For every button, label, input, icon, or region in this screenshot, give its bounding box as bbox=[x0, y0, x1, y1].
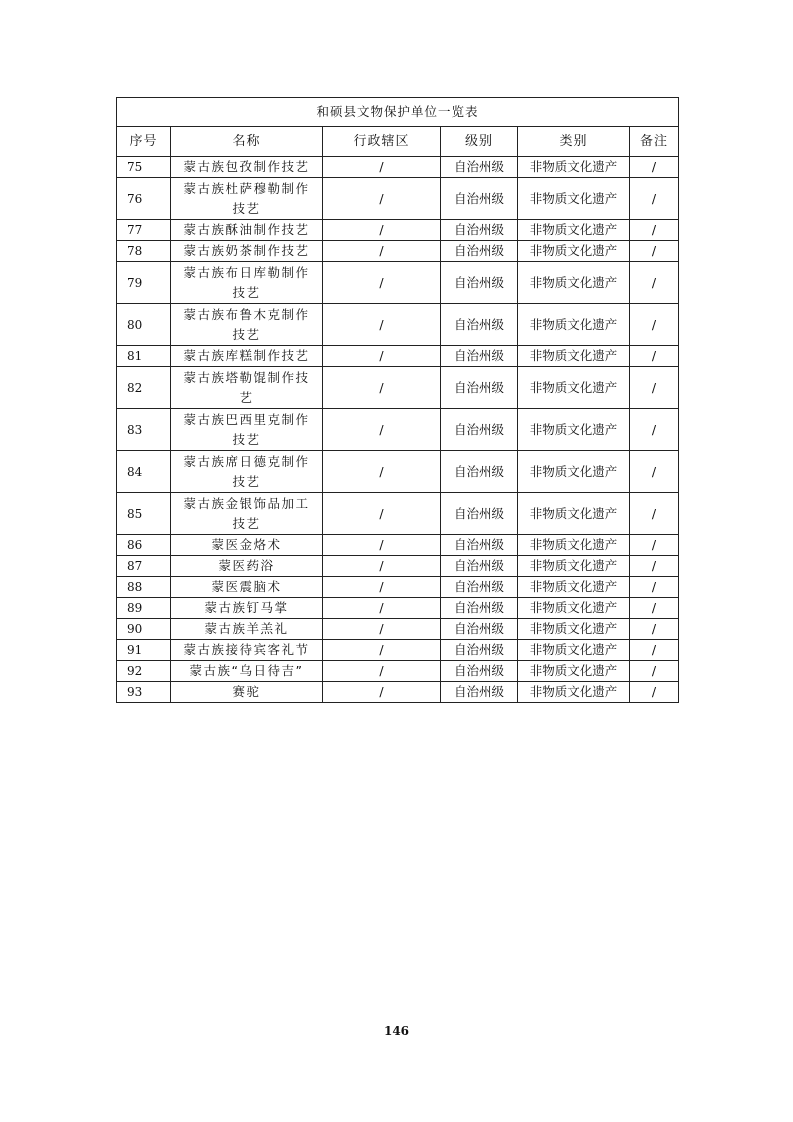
cell-level: 自治州级 bbox=[441, 493, 518, 535]
cell-remark: / bbox=[630, 535, 679, 556]
cell-level: 自治州级 bbox=[441, 409, 518, 451]
cell-admin: / bbox=[323, 535, 441, 556]
cell-level: 自治州级 bbox=[441, 304, 518, 346]
cell-remark: / bbox=[630, 451, 679, 493]
cell-name: 蒙古族杜萨穆勒制作技艺 bbox=[171, 178, 323, 220]
cell-num: 75 bbox=[117, 157, 171, 178]
header-category: 类别 bbox=[518, 127, 630, 157]
cell-level: 自治州级 bbox=[441, 262, 518, 304]
table-row bbox=[117, 262, 679, 304]
table-row bbox=[117, 409, 679, 451]
cell-name: 蒙古族酥油制作技艺 bbox=[171, 220, 323, 241]
table-row bbox=[117, 367, 679, 409]
cell-admin: / bbox=[323, 346, 441, 367]
cell-remark: / bbox=[630, 577, 679, 598]
cell-name: 蒙古族接待宾客礼节 bbox=[171, 640, 323, 661]
page-number: 146 bbox=[383, 1024, 410, 1038]
cell-admin: / bbox=[323, 241, 441, 262]
cell-admin: / bbox=[323, 178, 441, 220]
cell-category: 非物质文化遗产 bbox=[518, 304, 630, 346]
cell-category: 非物质文化遗产 bbox=[518, 577, 630, 598]
cell-num: 89 bbox=[117, 598, 171, 619]
cell-num: 81 bbox=[117, 346, 171, 367]
cell-category: 非物质文化遗产 bbox=[518, 661, 630, 682]
table-row bbox=[117, 619, 679, 640]
cell-category: 非物质文化遗产 bbox=[518, 241, 630, 262]
table-row bbox=[117, 178, 679, 220]
cell-remark: / bbox=[630, 682, 679, 703]
cell-admin: / bbox=[323, 304, 441, 346]
cell-remark: / bbox=[630, 661, 679, 682]
table-row bbox=[117, 157, 679, 178]
cell-admin: / bbox=[323, 367, 441, 409]
cell-num: 85 bbox=[117, 493, 171, 535]
cell-name: 蒙古族钉马掌 bbox=[171, 598, 323, 619]
cell-num: 78 bbox=[117, 241, 171, 262]
cell-name: 蒙古族布鲁木克制作技艺 bbox=[171, 304, 323, 346]
cell-num: 76 bbox=[117, 178, 171, 220]
cell-num: 82 bbox=[117, 367, 171, 409]
cell-admin: / bbox=[323, 640, 441, 661]
cell-num: 86 bbox=[117, 535, 171, 556]
cell-name: 蒙古族羊羔礼 bbox=[171, 619, 323, 640]
cell-level: 自治州级 bbox=[441, 661, 518, 682]
table-row bbox=[117, 535, 679, 556]
cell-admin: / bbox=[323, 157, 441, 178]
cell-level: 自治州级 bbox=[441, 220, 518, 241]
cell-name: 蒙古族库糕制作技艺 bbox=[171, 346, 323, 367]
cell-admin: / bbox=[323, 577, 441, 598]
cell-remark: / bbox=[630, 178, 679, 220]
cell-level: 自治州级 bbox=[441, 619, 518, 640]
cell-category: 非物质文化遗产 bbox=[518, 598, 630, 619]
table-row bbox=[117, 304, 679, 346]
cell-num: 92 bbox=[117, 661, 171, 682]
header-remark: 备注 bbox=[630, 127, 679, 157]
table-row bbox=[117, 556, 679, 577]
cell-remark: / bbox=[630, 493, 679, 535]
cell-category: 非物质文化遗产 bbox=[518, 367, 630, 409]
cell-level: 自治州级 bbox=[441, 535, 518, 556]
cell-remark: / bbox=[630, 640, 679, 661]
cell-level: 自治州级 bbox=[441, 157, 518, 178]
table-row bbox=[117, 577, 679, 598]
cell-level: 自治州级 bbox=[441, 178, 518, 220]
cell-level: 自治州级 bbox=[441, 640, 518, 661]
cell-level: 自治州级 bbox=[441, 682, 518, 703]
cell-remark: / bbox=[630, 241, 679, 262]
cell-category: 非物质文化遗产 bbox=[518, 220, 630, 241]
cell-category: 非物质文化遗产 bbox=[518, 451, 630, 493]
cell-num: 93 bbox=[117, 682, 171, 703]
cell-num: 87 bbox=[117, 556, 171, 577]
header-num: 序号 bbox=[117, 127, 171, 157]
cell-category: 非物质文化遗产 bbox=[518, 619, 630, 640]
cell-remark: / bbox=[630, 220, 679, 241]
cell-remark: / bbox=[630, 346, 679, 367]
cell-name: 赛驼 bbox=[171, 682, 323, 703]
cell-name: 蒙古族“乌日待吉” bbox=[171, 661, 323, 682]
cell-category: 非物质文化遗产 bbox=[518, 493, 630, 535]
cell-remark: / bbox=[630, 367, 679, 409]
table-row bbox=[117, 346, 679, 367]
cell-num: 77 bbox=[117, 220, 171, 241]
table-row bbox=[117, 598, 679, 619]
cell-num: 88 bbox=[117, 577, 171, 598]
cell-category: 非物质文化遗产 bbox=[518, 682, 630, 703]
cell-num: 90 bbox=[117, 619, 171, 640]
header-level: 级别 bbox=[441, 127, 518, 157]
cell-level: 自治州级 bbox=[441, 367, 518, 409]
cell-num: 80 bbox=[117, 304, 171, 346]
cell-category: 非物质文化遗产 bbox=[518, 535, 630, 556]
table-title: 和硕县文物保护单位一览表 bbox=[117, 98, 679, 127]
cell-category: 非物质文化遗产 bbox=[518, 556, 630, 577]
cell-admin: / bbox=[323, 682, 441, 703]
table-row bbox=[117, 241, 679, 262]
cell-level: 自治州级 bbox=[441, 346, 518, 367]
cell-category: 非物质文化遗产 bbox=[518, 178, 630, 220]
cell-admin: / bbox=[323, 556, 441, 577]
cell-category: 非物质文化遗产 bbox=[518, 409, 630, 451]
cell-level: 自治州级 bbox=[441, 598, 518, 619]
cell-num: 84 bbox=[117, 451, 171, 493]
cell-admin: / bbox=[323, 451, 441, 493]
header-admin: 行政辖区 bbox=[323, 127, 441, 157]
table-row bbox=[117, 220, 679, 241]
cell-admin: / bbox=[323, 598, 441, 619]
cell-remark: / bbox=[630, 556, 679, 577]
table-row bbox=[117, 640, 679, 661]
cell-admin: / bbox=[323, 220, 441, 241]
cell-name: 蒙医金烙术 bbox=[171, 535, 323, 556]
cell-admin: / bbox=[323, 409, 441, 451]
cell-remark: / bbox=[630, 619, 679, 640]
cell-admin: / bbox=[323, 619, 441, 640]
cell-admin: / bbox=[323, 493, 441, 535]
cell-remark: / bbox=[630, 262, 679, 304]
cell-category: 非物质文化遗产 bbox=[518, 262, 630, 304]
cell-level: 自治州级 bbox=[441, 556, 518, 577]
cell-category: 非物质文化遗产 bbox=[518, 346, 630, 367]
cell-num: 79 bbox=[117, 262, 171, 304]
heritage-list-table bbox=[116, 97, 679, 703]
cell-name: 蒙古族巴西里克制作技艺 bbox=[171, 409, 323, 451]
cell-name: 蒙医震脑术 bbox=[171, 577, 323, 598]
table-row bbox=[117, 493, 679, 535]
cell-name: 蒙古族金银饰品加工技艺 bbox=[171, 493, 323, 535]
cell-category: 非物质文化遗产 bbox=[518, 640, 630, 661]
header-name: 名称 bbox=[171, 127, 323, 157]
table-row bbox=[117, 451, 679, 493]
table-row bbox=[117, 661, 679, 682]
cell-num: 91 bbox=[117, 640, 171, 661]
cell-admin: / bbox=[323, 262, 441, 304]
cell-category: 非物质文化遗产 bbox=[518, 157, 630, 178]
cell-name: 蒙古族布日库勒制作技艺 bbox=[171, 262, 323, 304]
cell-name: 蒙古族包孜制作技艺 bbox=[171, 157, 323, 178]
cell-level: 自治州级 bbox=[441, 241, 518, 262]
cell-remark: / bbox=[630, 157, 679, 178]
cell-remark: / bbox=[630, 304, 679, 346]
cell-remark: / bbox=[630, 598, 679, 619]
cell-name: 蒙古族塔勒馄制作技艺 bbox=[171, 367, 323, 409]
cell-level: 自治州级 bbox=[441, 577, 518, 598]
cell-name: 蒙医药浴 bbox=[171, 556, 323, 577]
table-body bbox=[117, 157, 679, 703]
cell-remark: / bbox=[630, 409, 679, 451]
cell-admin: / bbox=[323, 661, 441, 682]
cell-name: 蒙古族奶茶制作技艺 bbox=[171, 241, 323, 262]
cell-name: 蒙古族席日德克制作技艺 bbox=[171, 451, 323, 493]
table-row bbox=[117, 682, 679, 703]
cell-level: 自治州级 bbox=[441, 451, 518, 493]
cell-num: 83 bbox=[117, 409, 171, 451]
